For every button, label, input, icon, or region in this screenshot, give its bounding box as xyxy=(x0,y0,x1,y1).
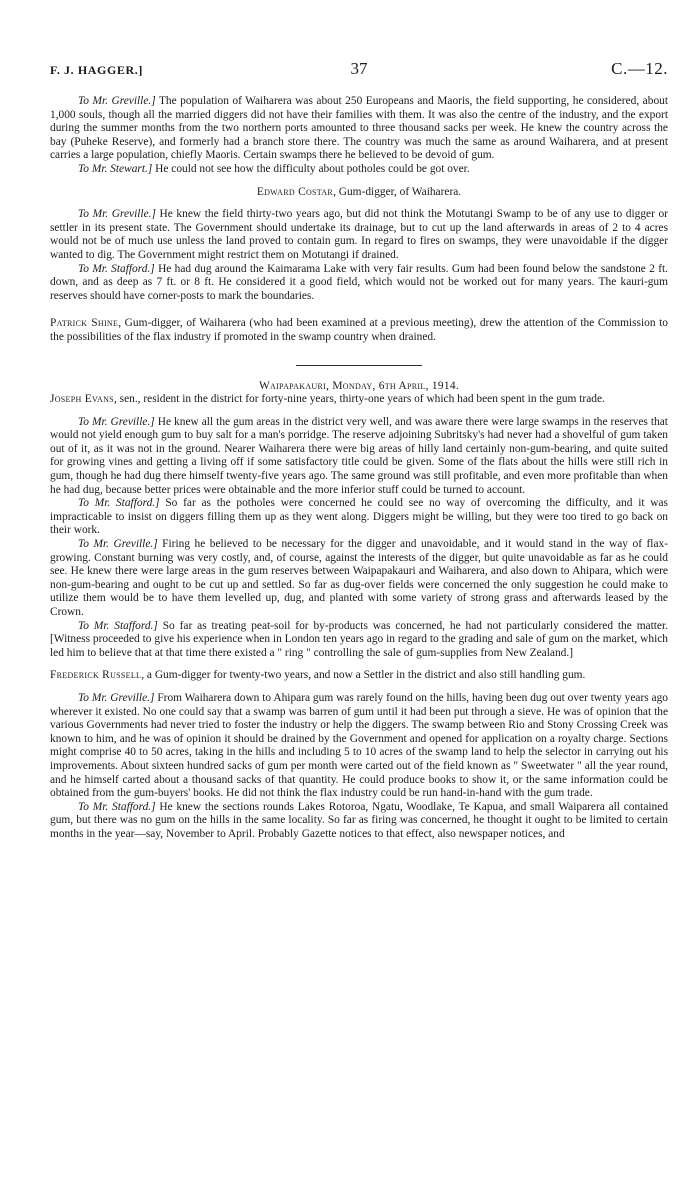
page-number: 37 xyxy=(350,59,368,78)
paragraph-text: He knew the field thirty-two years ago, but did not think the Motutangi Swamp to be of any use to digger or settler in its present state. The Government should undertake its drainage, but to cut up the land afterwards in areas of 2 to 4 acres would not be of much use unless the land proved to contain gum. In regard to fires on swamps, they were unavoidable if the digger wanted to dig. The Government might restrict them on Motutangi if drained. xyxy=(50,208,668,261)
witness-name: Joseph Evans xyxy=(50,393,114,406)
examiner-label: To Mr. Greville.] xyxy=(78,691,155,704)
paragraph xyxy=(50,620,668,661)
paragraph-text: From Waiharera down to Ahipara gum was rarely found on the hills, having been dug out over twenty years ago wherever it existed. No one could say that a swamp was barren of gum until it had been put through a sieve. He was of opinion that the various Governments had never tried to foster the industry or help the diggers. The swamp between Rio and Stony Crossing Creek was known to him, and he was of opinion it should be drained by the Government and opened for application on a royalty charge. Sections might comprise 40 to 50 acres, taking in the hills and including 5 to 10 acres of the swamp land to help the selector in carrying out his improvements. About sixteen hundred sacks of gum per month were carted out of the field known as " Sweetwater " all the year round, and he himself carted about a thousand sacks of that quantity. He could produce books to show it, or the same information could be obtained from the gum-buyers' books. He did not think the flax industry could be run hand-in-hand with the gum trade. xyxy=(50,691,668,800)
paragraph-text: , Gum-digger, of Waiharera (who had been examined at a previous meeting), drew the attention of the Commission to the possibilities of the flax industry if promoted in the swamp country when drained. xyxy=(50,317,668,343)
witness-role: , Gum-digger, of Waiharera. xyxy=(333,185,462,198)
document-code: C.—12. xyxy=(611,59,668,78)
witness-heading xyxy=(50,393,668,407)
paragraph xyxy=(50,163,668,177)
examiner-label: To Mr. Stewart.] xyxy=(78,162,153,175)
paragraph xyxy=(50,416,668,498)
paragraph xyxy=(50,538,668,620)
paragraph-text: Firing he believed to be necessary for the digger and unavoidable, and it would stand in the way of flax-growing. Constant burning was very costly, and, of course, against the interests of the digger, but quite unavoidable as far as he could see. He knew there were large areas in the gum reserves between Waipapakauri and Waiharera, and also down to Ahipara, which were non-gum-bearing and ought to be cut up and settled. So far as dug-over fields were concerned the only suggestion he could make to utilize them would be to have them levelled up, dug, and planted with some variety of strong grass and afterwards leased by the Crown. xyxy=(50,538,668,618)
examiner-label: To Mr. Greville.] xyxy=(78,95,156,107)
witness-role: , a Gum-digger for twenty-two years, and now a Settler in the district and also still handling gum. xyxy=(141,669,586,682)
paragraph-text: He had dug around the Kaimaramа Lake with very fair results. Gum had been found below the sandstone 2 ft. down, and as deep as 7 ft. or 8 ft. He considered it a good field, which would not be worked out for many years. The kauri-gum reserves should have corner-posts to mark the boundaries. xyxy=(50,262,669,302)
session-dateline: Waipapakauri, Monday, 6th April, 1914. xyxy=(258,379,460,392)
paragraph-text: So far as the potholes were concerned he could see no way of overcoming the difficulty, and it was impracticable to insist on diggers filling them up as they went along. Diggers might be willing, but they were too tired to go back on their work. xyxy=(50,497,668,537)
paragraph xyxy=(50,692,668,801)
examiner-label: To Mr. Greville.] xyxy=(78,538,158,551)
examiner-label: To Mr. Stafford.] xyxy=(78,262,155,275)
page-body xyxy=(50,95,668,842)
examiner-label: To Mr. Stafford.] xyxy=(78,800,156,813)
paragraph xyxy=(50,497,668,538)
witness-heading xyxy=(50,186,668,200)
paragraph xyxy=(50,263,668,304)
examiner-label: To Mr. Greville.] xyxy=(78,415,155,428)
paragraph-text: He knew the sections rounds Lakes Rotoroa, Ngatu, Woodlake, Te Kapua, and small Waiparera all contained gum, but there was no gum on the hills in the same locality. So far as firing was concerned, he thought it ought to be limited to certain months in the year—say, November to April. Probably Gazette notices to that effect, also newspaper notices, and xyxy=(50,800,669,840)
examiner-label: To Mr. Stafford.] xyxy=(78,619,158,632)
paragraph-text: He knew all the gum areas in the district very well, and was aware there were large swamps in the reserves that would not yield enough gum to buy salt for a man's porridge. The reserve adjoining Subritsky's had never had a shovelful of gum taken out of it, as it was not in the ground. Nearer Waiharera there were big areas of hilly land certainly non-gum-bearing, and quite suited for growing vines and getting a living off if some satisfactory title could be given. Some of the flats about the hills were still rich in gum, though he had dug there himself twenty-five years ago. The same ground was still profitable, and even more profitable than when he had dug, because better prices were obtainable and the more inferior stuff could be turned to account. xyxy=(50,415,668,496)
witness-name: Frederick Russell xyxy=(50,669,142,682)
witness-name: Edward Costar xyxy=(256,185,334,198)
page-header xyxy=(50,59,668,80)
witness-role: , sen., resident in the district for forty-nine years, thirty-one years of which had been spent in the gum trade. xyxy=(113,393,605,406)
examiner-label: To Mr. Greville.] xyxy=(78,208,156,221)
witness-heading xyxy=(50,669,668,683)
paragraph-text: He could not see how the difficulty about potholes could be got over. xyxy=(152,162,470,175)
paragraph-text: So far as treating peat-soil for by-products was concerned, he had not particularly considered the matter. [Witness proceeded to give his experience when in London ten years ago in regard to the grading and sale of gum on the market, which led him to believe that at that time there existed a " ring " controlling the sale of gum-supplies from New Zealand.] xyxy=(50,619,669,659)
witness-paragraph xyxy=(50,317,668,344)
running-head-author: F. J. HAGGER.] xyxy=(50,63,143,77)
paragraph xyxy=(50,95,668,163)
examiner-label: To Mr. Stafford.] xyxy=(78,497,160,510)
witness-name: Patrick Shine xyxy=(50,317,119,330)
paragraph xyxy=(50,208,668,262)
paragraph xyxy=(50,801,668,842)
paragraph-text: The population of Waiharera was about 250 Europeans and Maoris, the field supporting, he considered, about 1,000 souls, though all the married diggers did not have their families with them. It was also the centre of the industry, and the export during the summer months from the two northern ports amounted to three thousand sacks per week. He knew the country across the bay (Puheke Reserve), and formerly had a branch store there. The country was much the same as around Waiharera, and at present carries a large population, chiefly Maoris. Certain swamps there he believed to be devoid of gum. xyxy=(50,95,668,162)
